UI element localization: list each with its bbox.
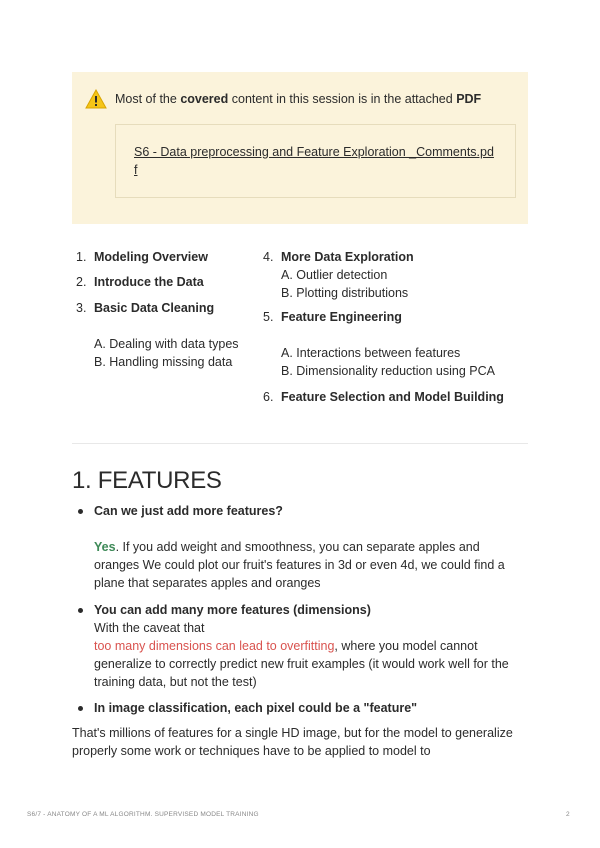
toc-item-1 — [72, 248, 242, 266]
paragraph: That's millions of features for a single HD image, but for the model to generalize properly some work or techniques have to be applied to model to — [72, 726, 513, 758]
toc-right — [259, 248, 529, 406]
page-footer: S6/7 - ANATOMY OF A ML ALGORITHM. SUPERVISED MODEL TRAINING — [27, 811, 259, 818]
toc-title: Modeling Overview — [94, 250, 208, 264]
toc-item-6 — [259, 388, 529, 406]
page-number: 2 — [566, 811, 570, 818]
pdf-callout — [72, 72, 528, 224]
attachment-link[interactable]: S6 - Data preprocessing and Feature Exploration _Comments.pdf — [134, 145, 494, 177]
toc-title: Feature Engineering — [281, 310, 402, 324]
toc-subitem: A. Interactions between features — [281, 346, 461, 360]
toc-subitem: B. Dimensionality reduction using PCA — [281, 364, 495, 378]
bullet-title: Can we just add more features? — [94, 504, 283, 518]
bullet-item — [72, 601, 528, 691]
yes-highlight: Yes — [94, 540, 116, 554]
toc-title: Basic Data Cleaning — [94, 301, 215, 315]
toc-title: Feature Selection and Model Building — [281, 390, 504, 404]
bullet-item — [72, 699, 528, 717]
bullet-text: , where you model cannot generalize to correctly predict new fruit examples (it would work well for the training data, but not the test) — [94, 639, 509, 689]
attachment-box[interactable] — [115, 124, 516, 198]
bullet-title: In image classification, each pixel could be a "feature" — [94, 701, 418, 715]
toc-number: 2. — [76, 275, 87, 289]
toc-number: 4. — [263, 250, 274, 264]
toc-title: More Data Exploration — [281, 250, 414, 264]
overfitting-highlight: too many dimensions can lead to overfitting — [94, 639, 335, 653]
bullet-text: With the caveat that — [94, 621, 205, 635]
toc-title: Introduce the Data — [94, 275, 204, 289]
warning-icon — [85, 89, 107, 109]
bullet-dot — [78, 706, 83, 711]
toc-subitem: B. Plotting distributions — [281, 286, 409, 300]
toc-item-5 — [259, 308, 529, 380]
bullet-text: . If you add weight and smoothness, you can separate apples and oranges We could plot our fruit's features in 3d or even 4d, we could find a plane that separates apples and oranges — [94, 540, 505, 590]
bullet-body — [94, 538, 528, 592]
toc-number: 3. — [76, 301, 87, 315]
toc-subitem: A. Dealing with data types — [94, 337, 239, 351]
toc-item-3 — [72, 299, 242, 371]
toc-subitem: A. Outlier detection — [281, 268, 388, 282]
toc-subitem: B. Handling missing data — [94, 355, 233, 369]
toc-number: 1. — [76, 250, 87, 264]
toc-left — [72, 248, 242, 371]
toc-number: 5. — [263, 310, 274, 324]
section-divider — [72, 443, 528, 444]
bullet-dot — [78, 509, 83, 514]
section-heading: 1. FEATURES — [72, 467, 222, 494]
bullet-item — [72, 502, 528, 592]
toc-item-4 — [259, 248, 529, 302]
bullet-dot — [78, 608, 83, 613]
callout-text: Most of the covered content in this session is in the attached PDF — [115, 92, 482, 106]
bullet-title: You can add many more features (dimensions) — [94, 603, 371, 617]
bullet-body — [94, 637, 528, 691]
toc-number: 6. — [263, 390, 274, 404]
toc-item-2 — [72, 273, 242, 291]
